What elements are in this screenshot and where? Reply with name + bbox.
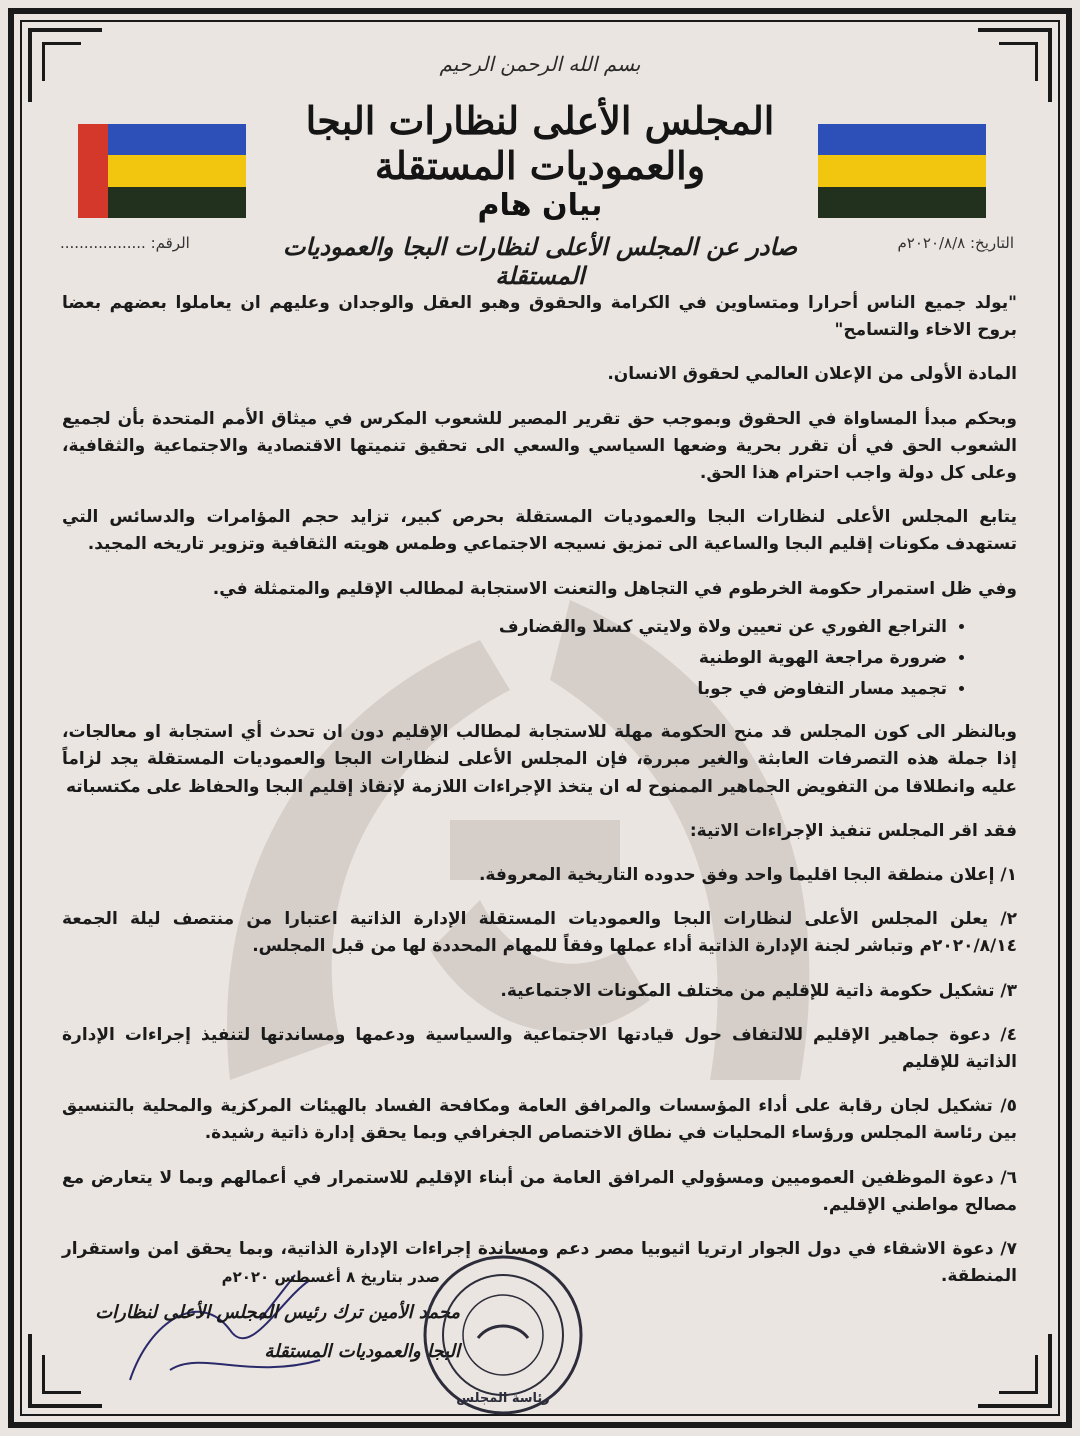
body-paragraph: وفي ظل استمرار حكومة الخرطوم في التجاهل والتعنت الاستجابة لمطالب الإقليم والمتمثلة في. xyxy=(212,578,1017,599)
issued-by-line: صادر عن المجلس الأعلى لنظارات البجا والعموديات المستقلة xyxy=(282,232,798,290)
organization-title: المجلس الأعلى لنظارات البجا والعموديات المستقلة xyxy=(305,98,775,188)
statement-title: بيان هام xyxy=(477,188,603,223)
signer-organization: البجا والعموديات المستقلة xyxy=(264,1341,460,1362)
list-item: • التراجع الفوري عن تعيين ولاة ولايتي كسلا والقضارف xyxy=(62,614,947,641)
body-paragraph: وبالنظر الى كون المجلس قد منح الحكومة مهلة للاستجابة لمطالب الإقليم دون ان تحدث أي استجابة او معالجات، إذا جملة هذه التصرفات العابثة والغير مبررة، فإن المجلس الأعلى لنظارات البجا والعموديات المستقلة يجد لزاماً عليه وانطلاقا من التفويض الجماهير الممنوح له ان يتخذ الإجراءات اللازمة لإنقاذ إقليم البجا والحفاظ على مكتسباته xyxy=(62,722,1017,797)
reference-label: الرقم: .................. xyxy=(60,234,190,252)
body-paragraph: يتابع المجلس الأعلى لنظارات البجا والعموديات المستقلة بحرص كبير، تزايد حجم المؤامرات والدسائس التي تستهدف مكونات إقليم البجا والساعية الى تمزيق نسيجه الاجتماعي وطمس هويته الثقافية وتزوير تاريخه المجيد. xyxy=(62,507,1017,555)
official-seal xyxy=(420,1252,586,1418)
issued-date: صدر بتاريخ ٨ أغسطس ٢٠٢٠م xyxy=(221,1268,440,1286)
decision-item: ٦/ دعوة الموظفين العموميين ومسؤولي المرافق العامة من أبناء الإقليم للاستمرار في أعمالهم وبما لا يتعارض مع مصالح مواطني الإقليم. xyxy=(62,1167,1017,1215)
demands-list xyxy=(62,614,1017,704)
body-paragraph: وبحكم مبدأ المساواة في الحقوق وبموجب حق تقرير المصير للشعوب المكرس في ميثاق الأمم المتحدة بأن لجميع الشعوب الحق في أن تقرر بحرية وضعها السياسي والسعي الى تحقيق تنميتها الاقتصادية والاجتماعية والثقافية، وعلى كل دولة واجب احترام هذا الحق. xyxy=(62,408,1017,483)
decision-item: ٣/ تشكيل حكومة ذاتية للإقليم من مختلف المكونات الاجتماعية. xyxy=(500,980,1017,1001)
decisions-intro: فقد اقر المجلس تنفيذ الإجراءات الاتية: xyxy=(689,820,1017,841)
decision-item: ٢/ يعلن المجلس الأعلى لنظارات البجا والعموديات المستقلة الإدارة الذاتية اعتبارا من منتصف ليلة الجمعة ٢٠٢٠/٨/١٤م وتباشر لجنة الإدارة الذاتية أداء عملها وفقاً للمهام المحددة لها من قبل المجلس. xyxy=(62,909,1017,957)
decision-item: ١/ إعلان منطقة البجا اقليما واحد وفق حدوده التاريخية المعروفة. xyxy=(478,865,1017,885)
decision-item: ٧/ دعوة الاشقاء في دول الجوار ارتريا اثيوبيا مصر دعم ومساندة إجراءات الإدارة الذاتية، وبما يحقق امن واستقرار المنطقة. xyxy=(62,1238,1017,1287)
signature-block xyxy=(80,1268,460,1362)
list-item: • تجميد مسار التفاوض في جوبا xyxy=(62,676,947,703)
seal-text: رئاسة المجلس xyxy=(456,1391,550,1406)
quote-paragraph: "يولد جميع الناس أحرارا ومتساوين في الكرامة والحقوق وهبو العقل والوجدان وعليهم ان يعاملوا بعضهم بعضا بروح الاخاء والتسامح" xyxy=(62,293,1017,341)
list-item: • ضرورة مراجعة الهوية الوطنية xyxy=(62,645,947,672)
date-label: التاريخ: ٢٠٢٠/٨/٨م xyxy=(897,234,1014,252)
signer-name: محمد الأمين ترك رئيس المجلس الأعلى لنظارات xyxy=(95,1302,460,1323)
article-paragraph: المادة الأولى من الإعلان العالمي لحقوق الانسان. xyxy=(607,364,1017,385)
decision-item: ٥/ تشكيل لجان رقابة على أداء المؤسسات والمرافق العامة ومكافحة الفساد بالهيئات المركزية والمحلية بالتنسيق بين رئاسة المجلس ورؤساء المحليات في نطاق الاختصاص الجغرافي وبما يحقق إدارة ذاتية رشيدة. xyxy=(62,1096,1017,1144)
decision-item: ٤/ دعوة جماهير الإقليم للالتفاف حول قيادتها الاجتماعية والسياسية ودعمها ومساندتها لتنفيذ إجراءات الإدارة الذاتية للإقليم xyxy=(62,1024,1017,1072)
corner-ornament xyxy=(978,1334,1052,1408)
basmala-calligraphy: بسم الله الرحمن الرحيم xyxy=(439,52,641,76)
statement-body xyxy=(62,290,1017,1307)
